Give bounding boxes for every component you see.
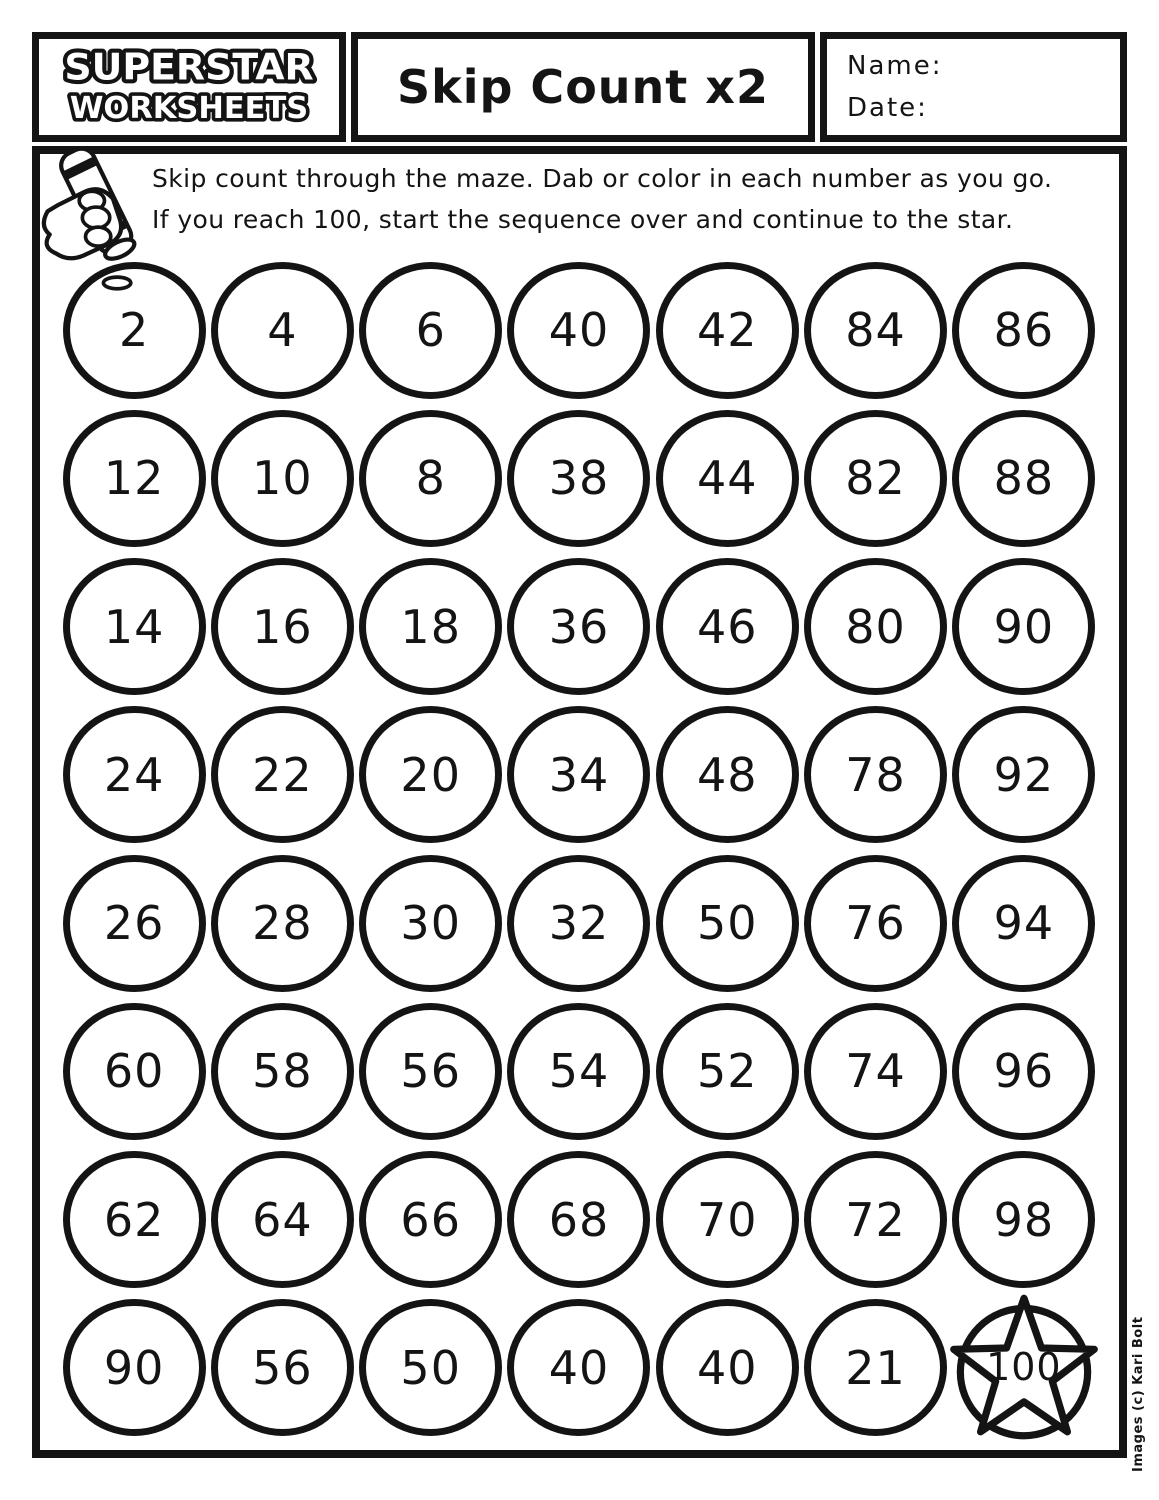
circle-number: 18 [400, 599, 461, 654]
maze-cell [208, 553, 356, 701]
circle-number: 32 [548, 896, 610, 951]
circle-number: 38 [548, 451, 610, 506]
hand-dabber-icon [36, 146, 154, 304]
circle-number: 2 [119, 303, 150, 358]
maze-cell [801, 701, 949, 849]
maze-cell [60, 404, 208, 552]
maze-cell [357, 997, 505, 1145]
maze-cell [801, 256, 949, 404]
circle-number: 34 [548, 747, 610, 802]
image-credit: Images (c) Kari Bolt [1131, 1316, 1146, 1472]
logo-line2: WORKSHEETS [69, 91, 309, 127]
logo-line1: SUPERSTAR [64, 45, 314, 89]
maze-cell [653, 256, 801, 404]
maze-cell [801, 404, 949, 552]
number-circle[interactable] [952, 410, 1095, 547]
maze-cell [801, 997, 949, 1145]
circle-number: 24 [103, 747, 165, 802]
circle-number: 66 [400, 1192, 461, 1247]
circle-number: 46 [697, 599, 758, 654]
maze-cell [653, 1294, 801, 1442]
maze-cell [801, 849, 949, 997]
maze-cell [357, 849, 505, 997]
circle-number: 58 [252, 1044, 313, 1099]
circle-number: 40 [548, 1340, 610, 1395]
maze-cell [208, 404, 356, 552]
number-circle[interactable] [507, 706, 650, 843]
number-circle[interactable] [804, 706, 947, 843]
maze-cell [208, 1294, 356, 1442]
number-circle[interactable] [359, 1151, 502, 1288]
number-circle[interactable] [656, 1003, 799, 1140]
number-circle[interactable] [507, 262, 650, 399]
circle-number: 92 [993, 747, 1055, 802]
maze-cell [950, 849, 1098, 997]
circle-number: 64 [252, 1192, 313, 1247]
maze-cell [208, 997, 356, 1145]
circle-number: 10 [252, 451, 313, 506]
circle-number: 98 [993, 1192, 1055, 1247]
circle-number: 20 [400, 747, 461, 802]
circle-number: 72 [845, 1192, 906, 1247]
maze-cell [60, 997, 208, 1145]
maze-cell [950, 553, 1098, 701]
number-circle[interactable] [359, 558, 502, 695]
maze-cell [653, 1146, 801, 1294]
circle-number: 90 [993, 599, 1055, 654]
number-circle[interactable] [63, 855, 206, 992]
title-box [351, 32, 815, 142]
number-circle[interactable] [507, 1003, 650, 1140]
number-circle[interactable] [952, 855, 1095, 992]
maze-cell [357, 1294, 505, 1442]
circle-number: 22 [252, 747, 313, 802]
circle-number: 86 [993, 303, 1055, 358]
circle-number: 74 [845, 1044, 906, 1099]
maze-cell [505, 1146, 653, 1294]
circle-number: 8 [415, 451, 446, 506]
circle-number: 88 [993, 451, 1055, 506]
number-circle[interactable] [656, 706, 799, 843]
maze-cell [950, 701, 1098, 849]
circle-number: 50 [400, 1340, 461, 1395]
maze-cell [505, 997, 653, 1145]
maze-cell [653, 404, 801, 552]
circle-number: 56 [400, 1044, 461, 1099]
number-circle[interactable] [211, 1299, 354, 1436]
maze-grid [60, 256, 1098, 1442]
number-circle[interactable] [804, 1299, 947, 1436]
superstar-worksheets-logo-icon [43, 43, 335, 131]
instructions [152, 158, 1052, 240]
maze-cell [60, 553, 208, 701]
number-circle[interactable] [211, 855, 354, 992]
maze-cell [801, 1294, 949, 1442]
maze-cell [801, 1146, 949, 1294]
circle-number: 4 [267, 303, 298, 358]
maze-cell [950, 404, 1098, 552]
maze-cell [357, 404, 505, 552]
circle-number: 68 [548, 1192, 610, 1247]
circle-number: 12 [103, 451, 165, 506]
maze-cell [950, 1146, 1098, 1294]
maze-cell [60, 849, 208, 997]
circle-number: 80 [845, 599, 906, 654]
number-circle[interactable] [63, 1151, 206, 1288]
circle-number: 16 [252, 599, 313, 654]
logo [32, 32, 346, 142]
number-circle[interactable] [656, 262, 799, 399]
circle-number: 76 [845, 896, 906, 951]
maze-cell [208, 1146, 356, 1294]
maze-cell [208, 849, 356, 997]
maze-cell [505, 701, 653, 849]
circle-number: 40 [697, 1340, 758, 1395]
number-circle[interactable] [211, 410, 354, 547]
number-circle[interactable] [63, 706, 206, 843]
number-circle[interactable] [656, 1151, 799, 1288]
maze-cell [950, 256, 1098, 404]
number-circle[interactable] [359, 262, 502, 399]
number-circle[interactable] [359, 410, 502, 547]
number-circle[interactable] [804, 1151, 947, 1288]
circle-number: 42 [697, 303, 758, 358]
maze-cell [505, 849, 653, 997]
circle-number: 94 [993, 896, 1055, 951]
number-circle[interactable] [507, 1299, 650, 1436]
number-circle[interactable] [63, 1299, 206, 1436]
number-circle[interactable] [656, 410, 799, 547]
number-circle[interactable] [211, 262, 354, 399]
number-circle[interactable] [952, 1151, 1095, 1288]
circle-number: 84 [845, 303, 906, 358]
number-circle[interactable] [952, 262, 1095, 399]
star-number: 100 [986, 1344, 1062, 1389]
name-date-box [820, 32, 1127, 142]
number-circle[interactable] [211, 706, 354, 843]
maze-cell [60, 701, 208, 849]
maze-cell [208, 256, 356, 404]
number-circle[interactable] [211, 1003, 354, 1140]
circle-number: 28 [252, 896, 313, 951]
circle-number: 30 [400, 896, 461, 951]
number-circle[interactable] [656, 558, 799, 695]
maze-cell [60, 1294, 208, 1442]
number-circle[interactable] [507, 410, 650, 547]
number-circle[interactable] [211, 558, 354, 695]
maze-cell [357, 256, 505, 404]
maze-cell [653, 701, 801, 849]
circle-number: 48 [697, 747, 758, 802]
number-circle[interactable] [507, 855, 650, 992]
number-circle[interactable] [952, 558, 1095, 695]
circle-number: 78 [845, 747, 906, 802]
number-circle[interactable] [63, 558, 206, 695]
circle-number: 26 [103, 896, 165, 951]
circle-number: 56 [252, 1340, 313, 1395]
circle-number: 36 [548, 599, 610, 654]
number-circle[interactable] [804, 558, 947, 695]
star-goal[interactable] [950, 1294, 1098, 1442]
maze-cell [950, 997, 1098, 1145]
instructions-line1: Skip count through the maze. Dab or color in each number as you go. [152, 164, 1053, 193]
maze-cell [653, 849, 801, 997]
number-circle[interactable] [359, 855, 502, 992]
circle-number: 52 [697, 1044, 758, 1099]
maze-cell [505, 1294, 653, 1442]
maze-cell [505, 404, 653, 552]
circle-number: 50 [697, 896, 758, 951]
maze-cell [357, 1146, 505, 1294]
maze-cell [505, 553, 653, 701]
number-circle[interactable] [952, 1003, 1095, 1140]
circle-number: 60 [103, 1044, 165, 1099]
number-circle[interactable] [656, 1299, 799, 1436]
number-circle[interactable] [656, 855, 799, 992]
instructions-line2: If you reach 100, start the sequence over and continue to the star. [152, 205, 1014, 234]
circle-number: 54 [548, 1044, 610, 1099]
number-circle[interactable] [63, 1003, 206, 1140]
number-circle[interactable] [359, 706, 502, 843]
number-circle[interactable] [359, 1299, 502, 1436]
circle-number: 14 [103, 599, 165, 654]
number-circle[interactable] [507, 558, 650, 695]
number-circle[interactable] [952, 706, 1095, 843]
circle-number: 70 [697, 1192, 758, 1247]
name-label: Name: [847, 51, 943, 81]
number-circle[interactable] [804, 262, 947, 399]
circle-number: 96 [993, 1044, 1055, 1099]
page-title: Skip Count x2 [397, 60, 769, 114]
date-label: Date: [847, 93, 928, 123]
maze-cell [801, 553, 949, 701]
number-circle[interactable] [211, 1151, 354, 1288]
circle-number: 62 [103, 1192, 165, 1247]
maze-cell [208, 701, 356, 849]
number-circle[interactable] [63, 410, 206, 547]
circle-number: 90 [103, 1340, 165, 1395]
maze-cell [653, 553, 801, 701]
circle-number: 44 [697, 451, 758, 506]
number-circle[interactable] [507, 1151, 650, 1288]
maze-cell [653, 997, 801, 1145]
circle-number: 21 [845, 1340, 906, 1395]
circle-number: 82 [845, 451, 906, 506]
maze-cell [357, 553, 505, 701]
circle-number: 6 [415, 303, 446, 358]
number-circle[interactable] [804, 855, 947, 992]
number-circle[interactable] [359, 1003, 502, 1140]
number-circle[interactable] [804, 410, 947, 547]
maze-cell [357, 701, 505, 849]
maze-cell [505, 256, 653, 404]
maze-cell [60, 1146, 208, 1294]
circle-number: 40 [548, 303, 610, 358]
number-circle[interactable] [804, 1003, 947, 1140]
